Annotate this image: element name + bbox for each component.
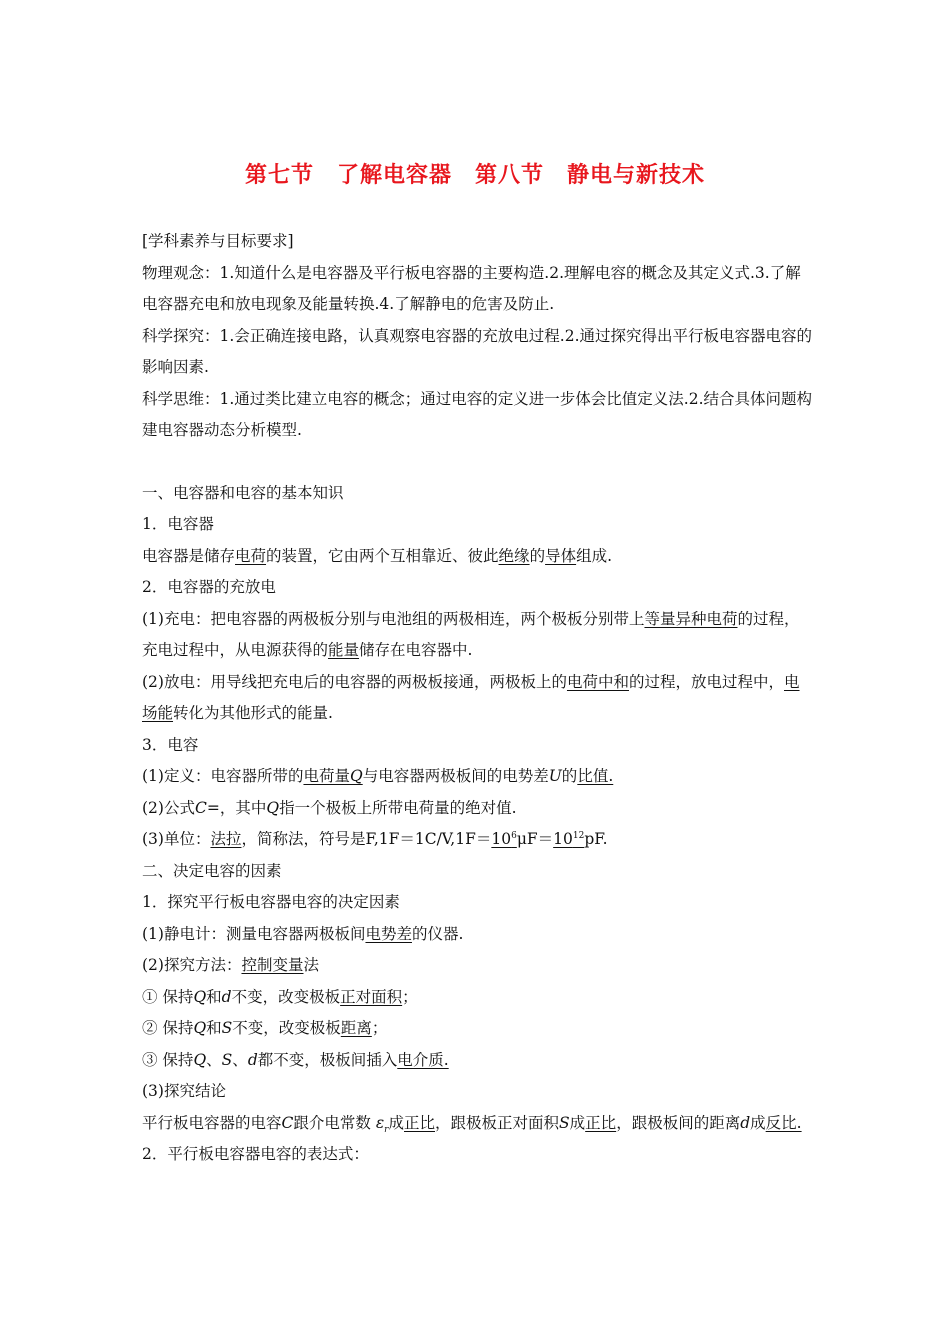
experiment-item-1: ① 保持Q和d不变，改变极板正对面积；	[142, 987, 418, 1006]
document-body	[142, 226, 812, 1171]
experiment-item-3: ③ 保持Q、S、d都不变，极板间插入电介质.	[142, 1050, 449, 1069]
answer-blank: 能量	[328, 641, 360, 659]
section2-sub1: 1．探究平行板电容器电容的决定因素	[142, 893, 400, 911]
answer-blank: 电势差	[365, 924, 412, 943]
answer-blank: 导体	[545, 546, 577, 565]
section1-sub2: 2．电容器的充放电	[142, 578, 276, 596]
capacitance-formula: (2)公式C=，其中Q指一个极板上所带电荷量的绝对值.	[142, 798, 517, 817]
answer-blank: 正对面积	[340, 987, 403, 1006]
spacer	[142, 447, 812, 478]
method-text: (2)探究方法：控制变量法	[142, 956, 319, 974]
goal-science-inquiry: 科学探究：1.会正确连接电路，认真观察电容器的充放电过程.2.通过探究得出平行板电容器电容的影响因素.	[142, 326, 813, 376]
capacitance-definition: (1)定义：电容器所带的电荷量Q与电容器两极板间的电势差U的比值.	[142, 767, 614, 785]
electrometer-text: (1)静电计：测量电容器两极板间电势差的仪器.	[142, 924, 464, 943]
answer-blank: 电荷	[235, 546, 267, 565]
conclusion-text: 平行板电容器的电容C跟介电常数 $\varepsilon_r$成正比，跟极板正对面积S成正比，跟极板间的距离d成反比.	[142, 1113, 802, 1135]
page-title: 第七节 了解电容器 第八节 静电与新技术	[244, 163, 705, 188]
answer-blank: $10^6$	[491, 830, 517, 848]
section1-sub3: 3．电容	[142, 735, 199, 754]
answer-blank: 等量异种电荷	[644, 609, 738, 628]
discharging-text: (2)放电：用导线把充电后的电容器的两极板接通，两极板上的电荷中和的过程，放电过程中，电场能转化为其他形式的能量.	[142, 672, 800, 722]
answer-blank: 绝缘	[498, 546, 530, 565]
goal-science-thinking: 科学思维：1.通过类比建立电容的概念；通过电容的定义进一步体会比值定义法.2.结合具体问题构建电容器动态分析模型.	[142, 389, 813, 439]
answer-blank: 正比	[585, 1113, 617, 1132]
answer-blank: 电场能	[142, 672, 800, 722]
answer-blank: 正比	[404, 1113, 436, 1132]
goal-physics-concept: 物理观念：1.知道什么是电容器及平行板电容器的主要构造.2.理解电容的概念及其定义式.3.了解电容器充电和放电现象及能量转换.4.了解静电的危害及防止.	[142, 263, 801, 313]
section2-sub2: 2．平行板电容器电容的表达式：	[142, 1145, 369, 1163]
answer-blank: 比值.	[577, 767, 614, 785]
section1-sub1: 1．电容器	[142, 515, 214, 533]
answer-blank: $10^{12}$	[553, 830, 585, 848]
charging-text: (1)充电：把电容器的两极板分别与电池组的两极相连，两个极板分别带上等量异种电荷的过程，充电过程中，从电源获得的能量储存在电容器中.	[142, 609, 800, 659]
answer-blank: 反比.	[765, 1113, 802, 1132]
answer-blank: 电荷中和	[566, 672, 629, 691]
capacitance-unit: (3)单位：法拉，简称法，符号是$F,1F=1C/V,1F=10^6\mu F=10^{12}pF$.	[142, 830, 608, 848]
experiment-item-2: ② 保持Q和S不变，改变极板距离；	[142, 1019, 388, 1037]
answer-blank: 法拉	[210, 830, 242, 848]
answer-blank: 控制变量	[241, 956, 304, 974]
answer-blank: 距离	[340, 1019, 372, 1037]
answer-blank: 电荷量Q	[303, 767, 363, 785]
section1-heading: 一、电容器和电容的基本知识	[142, 483, 344, 502]
conclusion-heading: (3)探究结论	[142, 1082, 226, 1100]
answer-blank: 电介质.	[397, 1050, 449, 1069]
capacitor-definition: 电容器是储存电荷的装置，它由两个互相靠近、彼此绝缘的导体组成.	[142, 546, 613, 565]
goals-header: [学科素养与目标要求]	[142, 232, 294, 250]
section2-heading: 二、决定电容的因素	[142, 861, 282, 880]
